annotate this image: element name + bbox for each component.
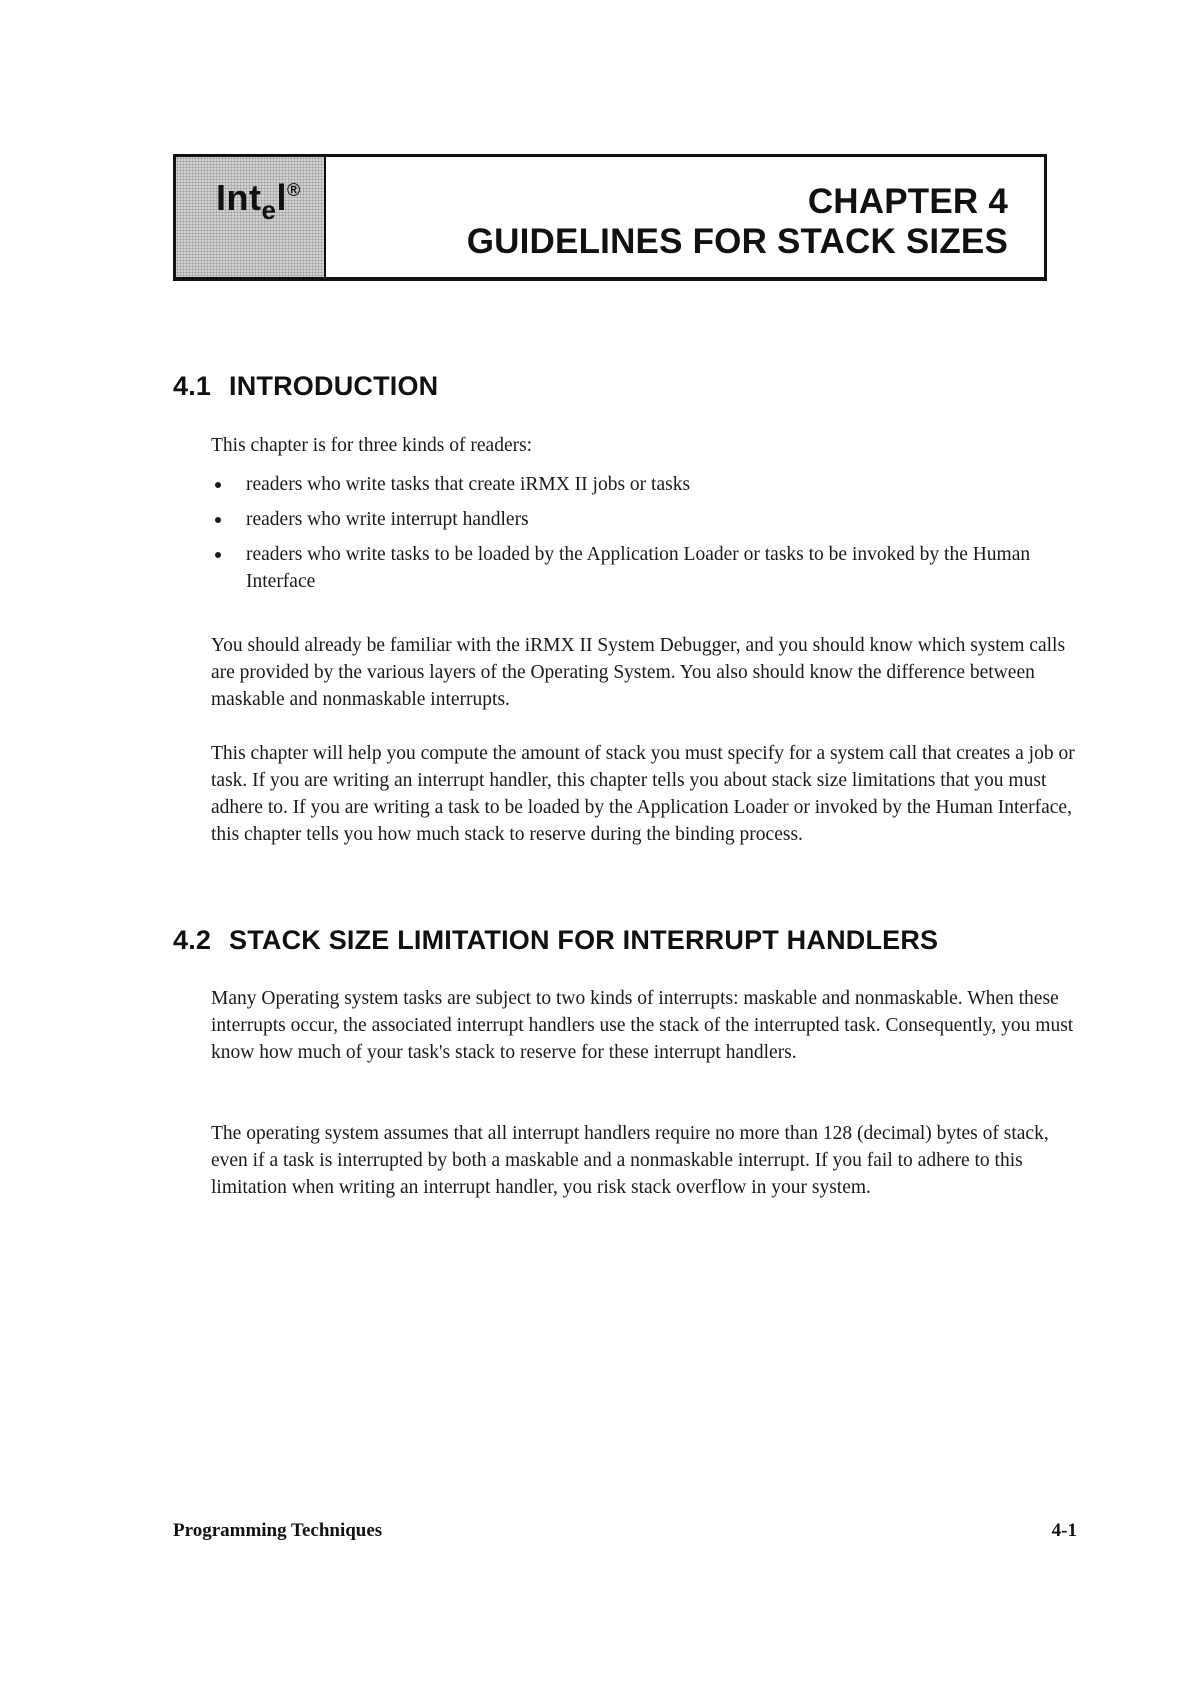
prerequisites-paragraph: You should already be familiar with the iRMX II System Debugger, and you should know which system calls are provided by the various layers of the Operating System. You also should know the difference between maskable and nonmaskable interrupts. [211, 635, 1066, 710]
list-item: readers who write tasks to be loaded by the Application Loader or tasks to be invoked by the Human Interface [211, 541, 1081, 595]
list-item: readers who write interrupt handlers [211, 506, 1081, 533]
intel-logo-panel [176, 157, 326, 277]
interrupts-paragraph: Many Operating system tasks are subject to two kinds of interrupts: maskable and nonmaskable. When these interrupts occur, the associated interrupt handlers use the stack of the interrupted task. Consequently, you must know how much of your task's stack to reserve for these interrupt handlers. [211, 988, 1074, 1063]
list-item: readers who write tasks that create iRMX II jobs or tasks [211, 471, 1081, 498]
stack-limit-paragraph: The operating system assumes that all interrupt handlers require no more than 128 (decimal) bytes of stack, even if a task is interrupted by both a maskable and a nonmaskable interrupt. If you fail to adhere to this limitation when writing an interrupt handler, you risk stack overflow in your system. [211, 1123, 1049, 1198]
section-title: STACK SIZE LIMITATION FOR INTERRUPT HANDLERS [229, 925, 939, 955]
chapter-purpose-paragraph: This chapter will help you compute the amount of stack you must specify for a system call that creates a job or task. If you are writing an interrupt handler, this chapter tells you about stack size limitations that you must adhere to. If you are writing a task to be loaded by the Application Loader or invoked by the Human Interface, this chapter tells you how much stack to reserve during the binding process. [211, 743, 1075, 845]
chapter-header [173, 154, 1047, 281]
section-heading-introduction [173, 371, 438, 402]
footer-book-title: Programming Techniques [173, 1520, 383, 1541]
section-number: 4.1 [173, 371, 212, 401]
footer-page-number: 4-1 [1051, 1520, 1077, 1541]
section-title: INTRODUCTION [229, 371, 439, 401]
intro-paragraph: This chapter is for three kinds of readers: [211, 435, 533, 456]
chapter-title-block [326, 157, 1044, 277]
reader-bullet-list [211, 471, 1081, 603]
section-number: 4.2 [173, 925, 212, 955]
chapter-title: GUIDELINES FOR STACK SIZES [466, 222, 1008, 261]
section-heading-stack-limitation [173, 925, 938, 956]
chapter-number: CHAPTER 4 [807, 182, 1008, 221]
intel-logo: Int$_e$l® [216, 177, 301, 225]
